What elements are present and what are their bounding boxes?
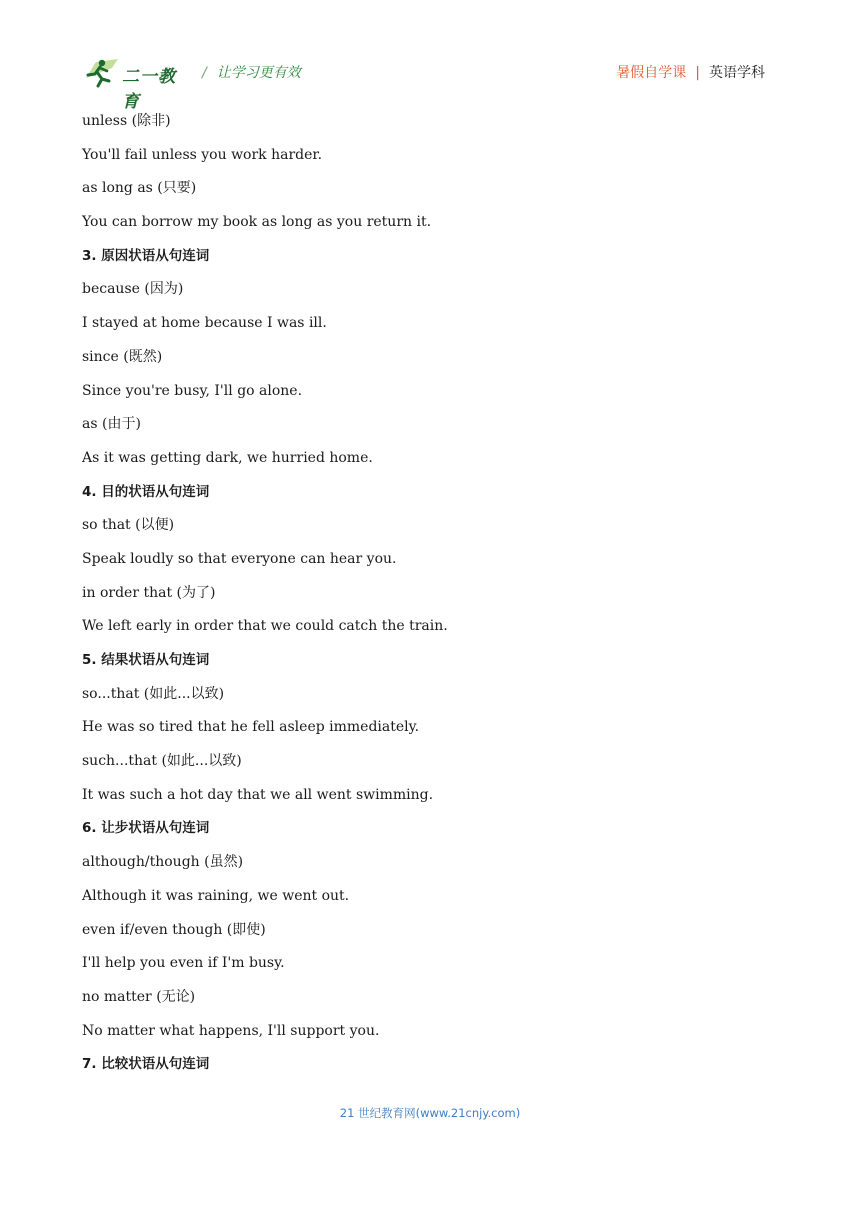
text-line: Although it was raining, we went out. bbox=[82, 887, 350, 904]
logo bbox=[82, 56, 190, 112]
text-line: although/though (虽然) bbox=[82, 854, 244, 871]
text-line: Since you're busy, I'll go alone. bbox=[82, 382, 303, 399]
text-line: I'll help you even if I'm busy. bbox=[82, 955, 285, 972]
section-heading: 7. 比较状语从句连词 bbox=[82, 1056, 210, 1073]
text-line: No matter what happens, I'll support you. bbox=[82, 1022, 380, 1039]
slogan-text: 让学习更有效 bbox=[216, 65, 301, 81]
text-line: no matter (无论) bbox=[82, 988, 196, 1005]
text-line: such...that (如此...以致) bbox=[82, 753, 242, 770]
page-footer: 21 世纪教育网(www.21cnjy.com) bbox=[339, 1106, 521, 1120]
section-heading: 3. 原因状语从句连词 bbox=[82, 247, 210, 264]
text-line: even if/even though (即使) bbox=[82, 921, 266, 938]
page-header bbox=[82, 54, 765, 112]
section-heading: 6. 让步状语从句连词 bbox=[82, 820, 210, 837]
section-heading: 4. 目的状语从句连词 bbox=[82, 483, 210, 500]
text-line: in order that (为了) bbox=[82, 584, 216, 601]
section-heading: 5. 结果状语从句连词 bbox=[82, 652, 210, 668]
slogan bbox=[202, 62, 301, 82]
text-line: You'll fail unless you work harder. bbox=[82, 146, 323, 163]
slash-divider-icon: / bbox=[202, 65, 207, 81]
subject-label: 英语学科 bbox=[709, 65, 765, 81]
text-line: unless (除非) bbox=[82, 113, 171, 129]
text-line: He was so tired that he fell asleep immediately. bbox=[82, 719, 420, 736]
vertical-divider-icon: | bbox=[695, 65, 700, 81]
text-line: since (既然) bbox=[82, 348, 163, 365]
logo-text: 二一教育 bbox=[122, 67, 176, 112]
text-line: As it was getting dark, we hurried home. bbox=[82, 449, 373, 466]
text-line: so...that (如此...以致) bbox=[82, 685, 225, 702]
runner-logo-icon bbox=[82, 56, 122, 88]
text-line: as long as (只要) bbox=[82, 180, 197, 197]
text-line: because (因为) bbox=[82, 281, 184, 298]
text-line: Speak loudly so that everyone can hear you. bbox=[82, 550, 397, 567]
text-line: I stayed at home because I was ill. bbox=[82, 315, 327, 332]
text-line: You can borrow my book as long as you return it. bbox=[82, 214, 432, 231]
course-info bbox=[616, 62, 765, 82]
document-body bbox=[82, 112, 772, 1089]
text-line: We left early in order that we could catch the train. bbox=[82, 618, 448, 635]
course-label: 暑假自学课 bbox=[616, 65, 687, 81]
text-line: as (由于) bbox=[82, 416, 141, 433]
text-line: so that (以便) bbox=[82, 517, 175, 534]
text-line: It was such a hot day that we all went swimming. bbox=[82, 786, 434, 803]
